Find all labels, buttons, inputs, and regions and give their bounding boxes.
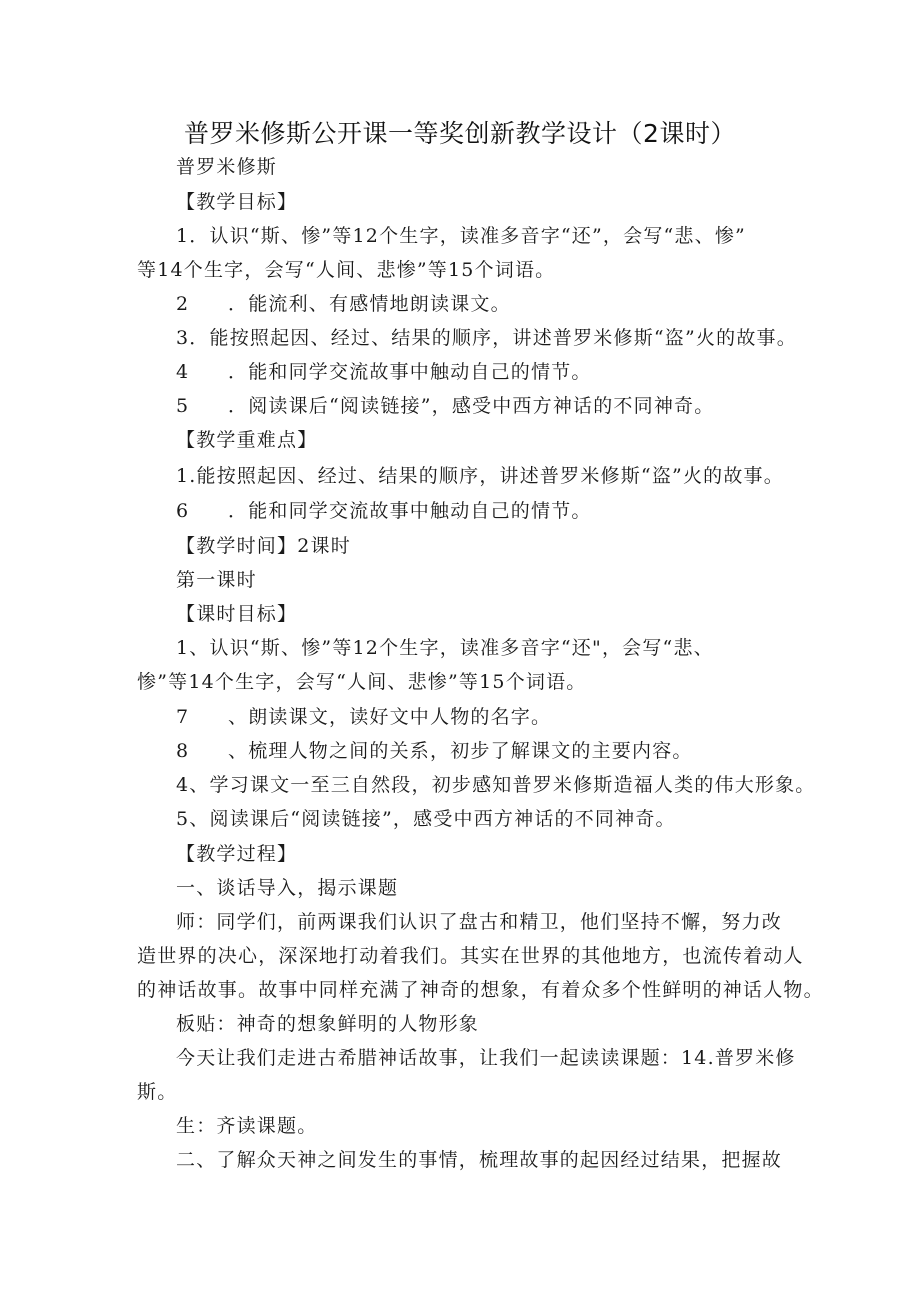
key-point-1: 1.能按照起因、经过、结果的顺序，讲述普罗米修斯“盗”火的故事。 xyxy=(176,465,784,487)
lesson-name: 普罗米修斯 xyxy=(176,156,278,178)
lesson-goal-2-text: 、朗读课文，读好文中人物的名字。 xyxy=(228,706,552,728)
board-note: 板贴：神奇的想象鲜明的人物形象 xyxy=(176,1013,480,1035)
goal-2-number: 2 xyxy=(176,293,190,315)
goal-3: 3．能按照起因、经过、结果的顺序，讲述普罗米修斯“盗”火的故事。 xyxy=(176,327,797,349)
key-point-2-number: 6 xyxy=(176,500,190,522)
goal-4-number: 4 xyxy=(176,361,190,383)
teacher-intro-line-2: 造世界的决心，深深地打动着我们。其实在世界的其他地方，也流传着动人 xyxy=(137,945,804,967)
lesson-goal-1-line-2: 惨”等14个生字，会写“人间、悲惨”等15个词语。 xyxy=(137,671,587,693)
section-heading-teaching-time: 【教学时间】2课时 xyxy=(176,535,351,557)
teacher-intro-line-1: 师：同学们，前两课我们认识了盘古和精卫，他们坚持不懈，努力改 xyxy=(176,911,783,933)
today-line-1: 今天让我们走进古希腊神话故事，让我们一起读读课题：14.普罗米修 xyxy=(176,1047,796,1069)
goal-2-text: ．能流利、有感情地朗读课文。 xyxy=(228,293,511,315)
today-line-2: 斯。 xyxy=(137,1081,178,1103)
document-title: 普罗米修斯公开课一等奖创新教学设计（2课时） xyxy=(184,119,736,148)
lesson-goal-3-number: 8 xyxy=(176,740,190,762)
section-heading-teaching-process: 【教学过程】 xyxy=(176,843,298,865)
lesson-goal-3-text: 、梳理人物之间的关系，初步了解课文的主要内容。 xyxy=(228,740,693,762)
section-heading-lesson-goals: 【课时目标】 xyxy=(176,603,298,625)
students-read-title: 生：齐读课题。 xyxy=(176,1115,318,1137)
step-1-heading: 一、谈话导入，揭示课题 xyxy=(176,877,399,899)
section-heading-teaching-goals: 【教学目标】 xyxy=(176,191,298,213)
goal-1-line-2: 等14个生字，会写“人间、悲惨”等15个词语。 xyxy=(137,259,556,281)
key-point-2-text: ．能和同学交流故事中触动自己的情节。 xyxy=(228,500,592,522)
lesson-goal-1-line-1: 1、认识“斯、惨”等12个生字，读准多音字“还"，会写“悲、 xyxy=(176,637,714,659)
lesson-goal-2-number: 7 xyxy=(176,706,190,728)
goal-5-number: 5 xyxy=(176,395,190,417)
lesson-goal-4: 4、学习课文一至三自然段，初步感知普罗米修斯造福人类的伟大形象。 xyxy=(176,774,816,796)
lesson-goal-5: 5、阅读课后“阅读链接”，感受中西方神话的不同神奇。 xyxy=(176,808,676,830)
goal-4-text: ．能和同学交流故事中触动自己的情节。 xyxy=(228,361,592,383)
teacher-intro-line-3: 的神话故事。故事中同样充满了神奇的想象，有着众多个性鲜明的神话人物。 xyxy=(137,979,824,1001)
goal-1-line-1: 1．认识“斯、惨”等12个生字，读准多音字“还”，会写“悲、惨” xyxy=(176,225,746,247)
first-lesson-heading: 第一课时 xyxy=(176,569,257,591)
goal-5-text: ．阅读课后“阅读链接”，感受中西方神话的不同神奇。 xyxy=(228,395,715,417)
step-2-heading: 二、了解众天神之间发生的事情，梳理故事的起因经过结果，把握故 xyxy=(176,1149,783,1171)
section-heading-key-points: 【教学重难点】 xyxy=(176,429,318,451)
